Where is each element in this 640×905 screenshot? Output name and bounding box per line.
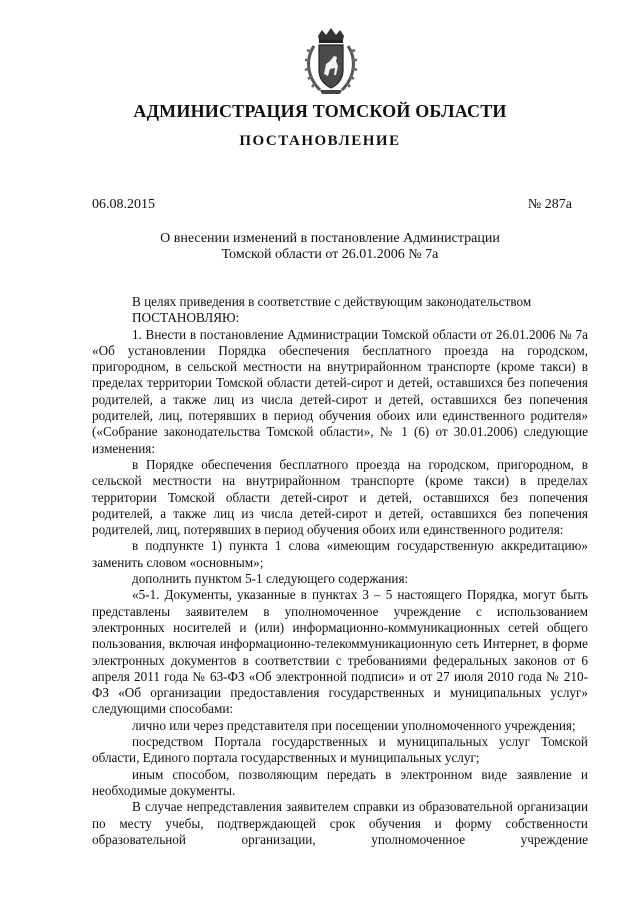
paragraph: посредством Портала государственных и муниципальных услуг Томской области, Единого портала государственных и муниципальных услуг;: [92, 734, 588, 766]
subject-line: Томской области от 26.01.2006 № 7а: [221, 247, 439, 262]
paragraph: иным способом, позволяющим передать в электронном виде заявление и необходимые документы.: [92, 766, 588, 798]
paragraph: в подпункте 1) пункта 1 слова «имеющим государственную аккредитацию» заменить словом «основным»;: [92, 538, 588, 570]
coat-of-arms-icon: [300, 26, 362, 98]
paragraph: дополнить пунктом 5-1 следующего содержания:: [132, 571, 409, 587]
paragraph: в Порядке обеспечения бесплатного проезда на городском, пригородном, в сельской местности на внутрирайонном транспорте (кроме такси) в пределах территории Томской области детей-сирот и детей, оставшихся без попечения родителей, а также лиц из числа детей-сирот и детей, оставшихся без попечения родителей, лиц, потерявших в период обучения обоих или единственного родителя:: [92, 456, 588, 538]
document-type: ПОСТАНОВЛЕНИЕ: [239, 133, 401, 149]
document-body: [92, 294, 588, 848]
paragraph: В случае непредставления заявителем справки из образовательной организации по месту учебы, подтверждающей срок обучения и форму собственности образовательной организации, уполномоченное учреждение: [92, 799, 588, 847]
document-subject: [120, 231, 540, 263]
organization-title: АДМИНИСТРАЦИЯ ТОМСКОЙ ОБЛАСТИ: [133, 101, 507, 121]
paragraph: «5-1. Документы, указанные в пунктах 3 – 5 настоящего Порядка, могут быть представлены заявителем в уполномоченное учреждение с использованием электронных носителей и (или) информационно-коммуникационных сетей общего пользования, включая информационно-телекоммуникационную сеть Интернет, в форме электронных документов в соответствии с требованиями федеральных законов от 6 апреля 2011 года № 63-ФЗ «Об электронной подписи» и от 27 июля 2010 года № 210-ФЗ «Об организации предоставления государственных и муниципальных услуг» следующими способами:: [92, 587, 588, 717]
paragraph: В целях приведения в соответствие с действующим законодательством: [132, 294, 532, 309]
paragraph: лично или через представителя при посещении уполномоченного учреждения;: [132, 717, 576, 733]
subject-line: О внесении изменений в постановление Администрации: [160, 231, 500, 246]
paragraph: 1. Внести в постановление Администрации Томской области от 26.01.2006 № 7а «Об установлении Порядка обеспечения бесплатного проезда на городском, пригородном, в сельской местности на внутрирайонном транспорте (кроме такси) в пределах территории Томской области детей-сирот и детей, оставшихся без попечения родителей, а также лиц из числа детей-сирот и детей, оставшихся без попечения родителей, лиц, потерявших в период обучения обоих или единственного родителя» («Собрание законодательства Томской области», № 1 (6) от 30.01.2006) следующие изменения:: [92, 326, 588, 456]
paragraph: ПОСТАНОВЛЯЮ:: [132, 310, 240, 326]
document-date: 06.08.2015: [92, 197, 155, 212]
document-number: № 287а: [527, 197, 572, 212]
